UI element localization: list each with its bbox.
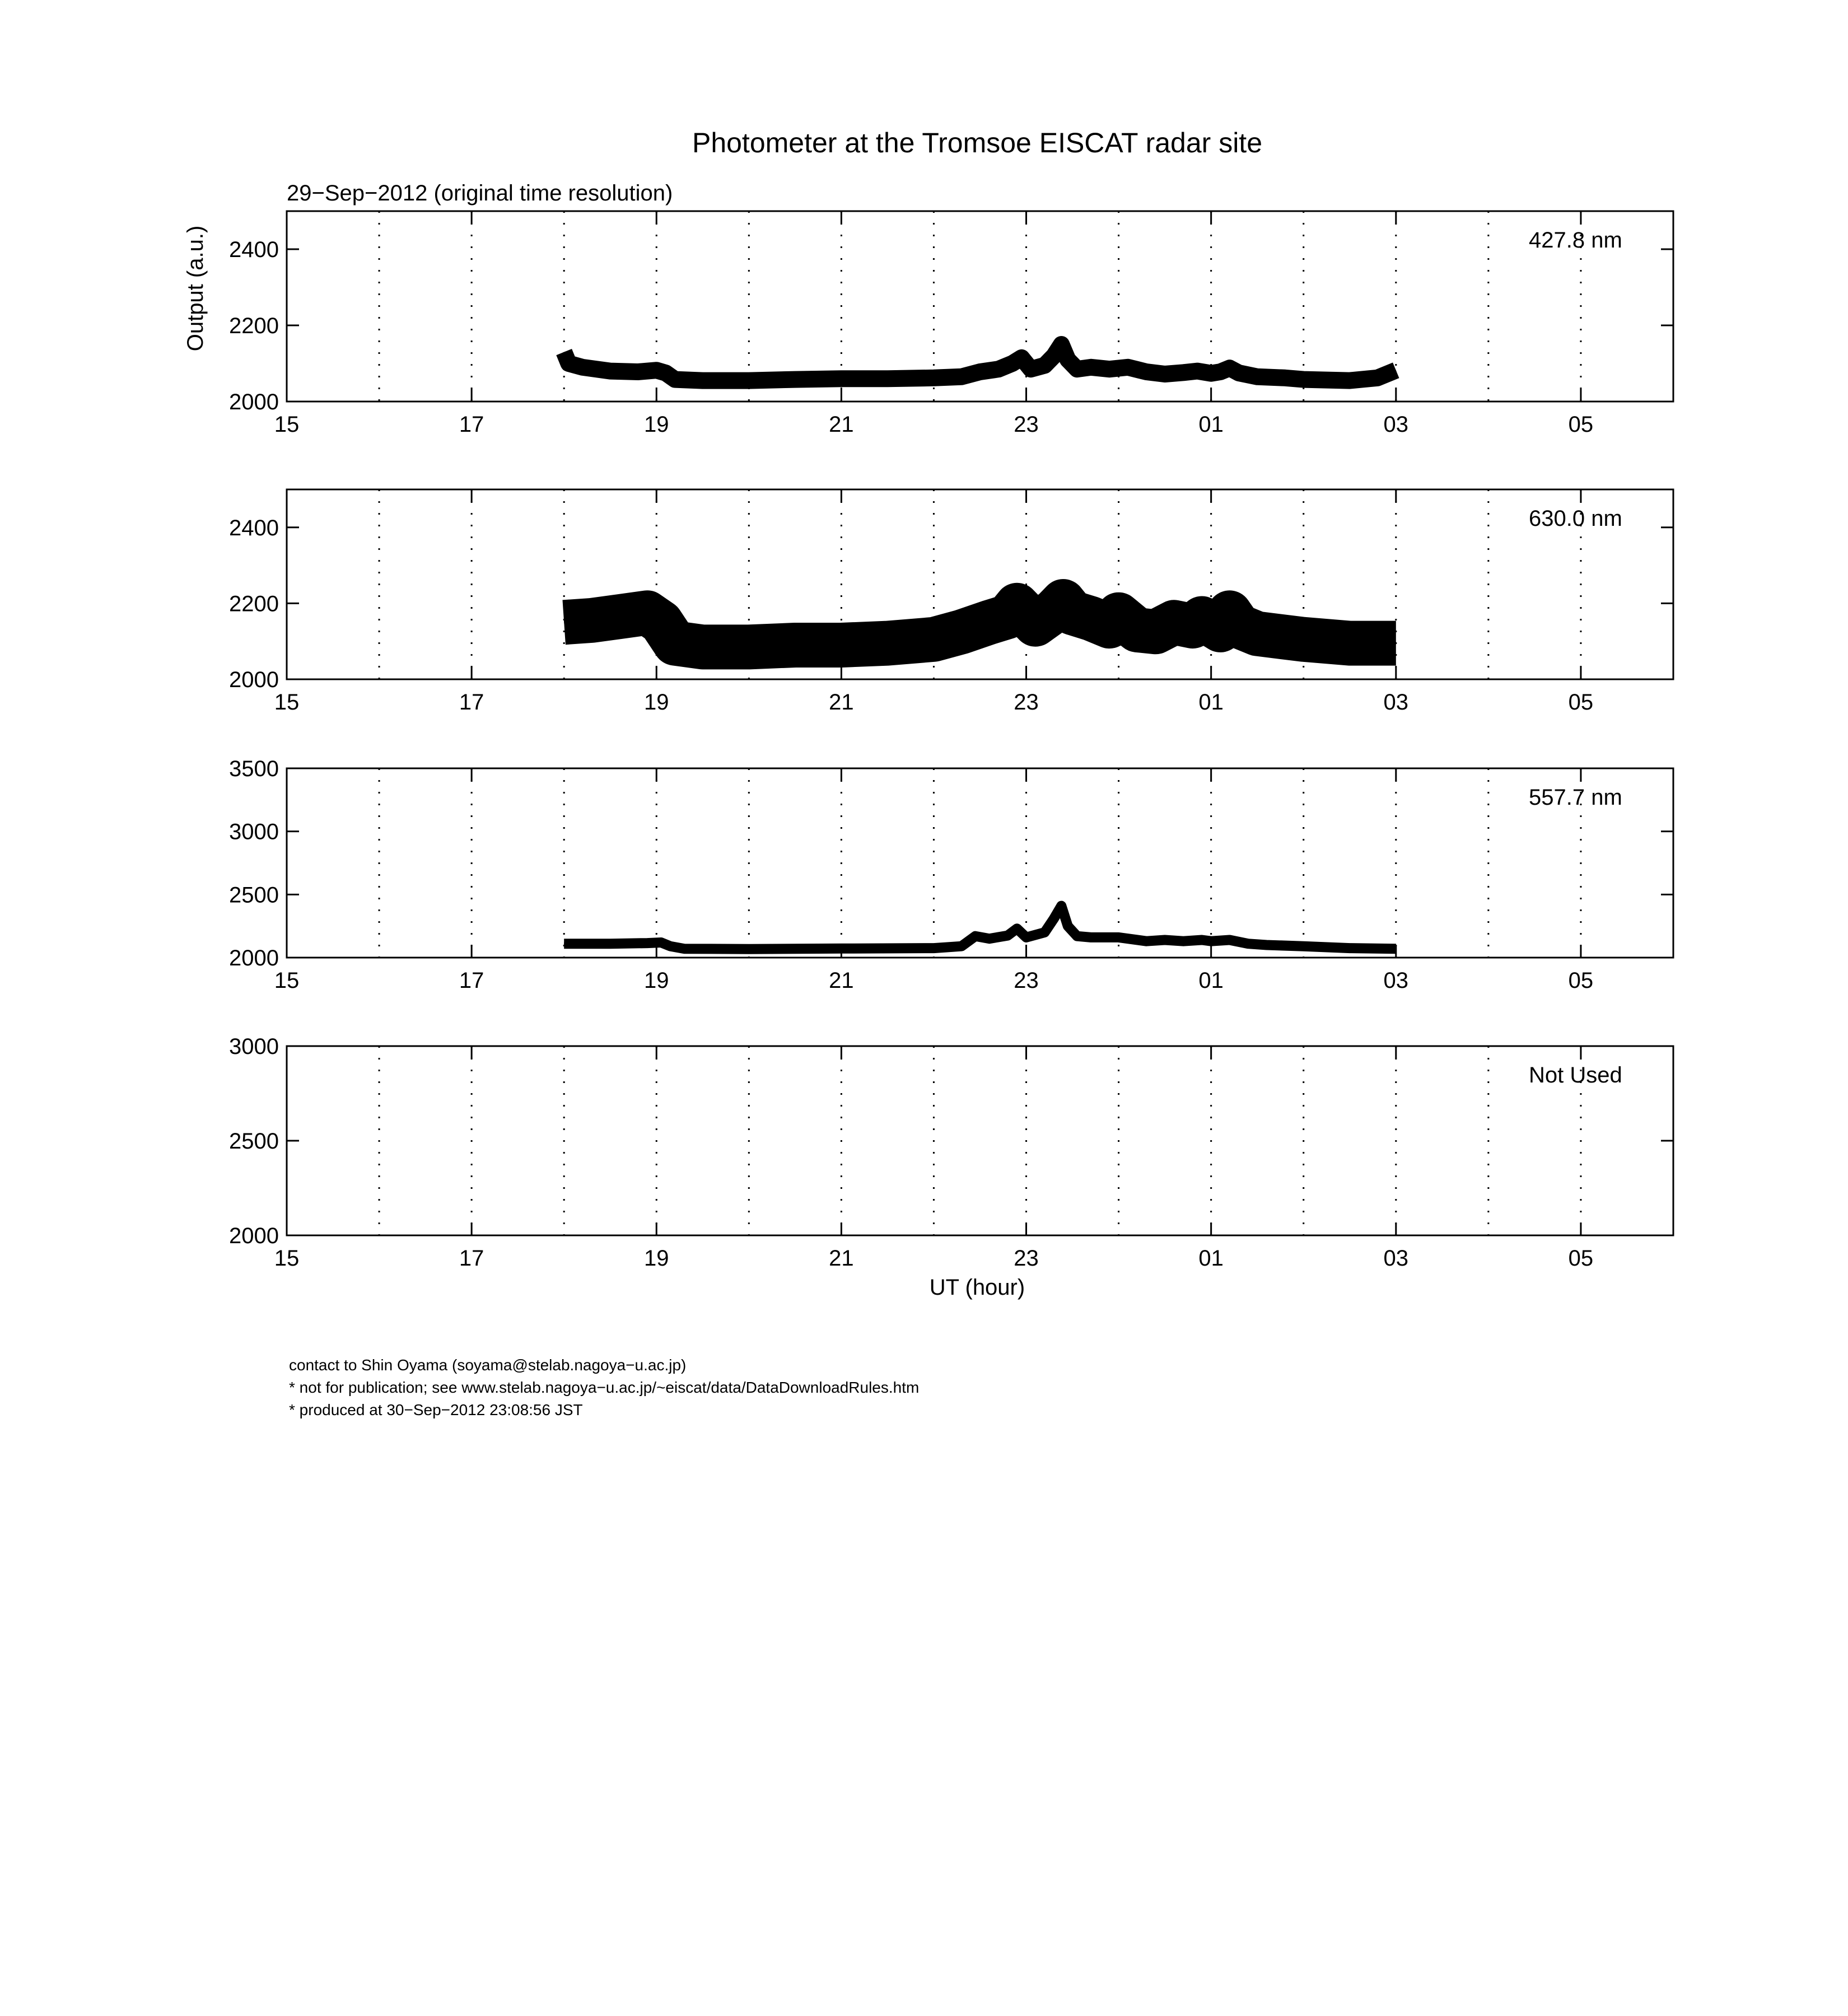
y-tick-label: 2000 [229, 390, 279, 414]
x-tick-label: 15 [274, 968, 300, 993]
channel-label: 630.0 nm [1529, 506, 1622, 531]
footer-produced: * produced at 30−Sep−2012 23:08:56 JST [289, 1401, 583, 1418]
x-tick-label: 15 [274, 412, 300, 437]
x-tick-label: 03 [1383, 1246, 1409, 1271]
channel-label: Not Used [1529, 1063, 1622, 1088]
figure-title: Photometer at the Tromsoe EISCAT radar site [692, 127, 1263, 158]
x-tick-label: 21 [829, 968, 854, 993]
x-tick-label: 05 [1568, 1246, 1594, 1271]
channel-label: 557.7 nm [1529, 785, 1622, 810]
x-tick-label: 15 [274, 1246, 300, 1271]
x-tick-label: 05 [1568, 968, 1594, 993]
y-tick-label: 3000 [229, 819, 279, 844]
x-tick-label: 23 [1014, 968, 1039, 993]
x-tick-label: 01 [1198, 690, 1224, 715]
x-tick-label: 05 [1568, 412, 1594, 437]
y-tick-label: 2000 [229, 1224, 279, 1248]
y-tick-label: 2000 [229, 668, 279, 692]
y-tick-label: 3500 [229, 757, 279, 781]
x-tick-label: 23 [1014, 690, 1039, 715]
x-tick-label: 19 [644, 412, 669, 437]
axes-frame [287, 1046, 1673, 1235]
axes-frame [287, 489, 1673, 679]
y-tick-label: 2000 [229, 946, 279, 970]
x-axis-label: UT (hour) [929, 1275, 1025, 1300]
x-tick-label: 19 [644, 690, 669, 715]
x-tick-label: 05 [1568, 690, 1594, 715]
y-tick-label: 3000 [229, 1034, 279, 1059]
x-tick-label: 03 [1383, 412, 1409, 437]
y-axis-label: Output (a.u.) [183, 225, 208, 352]
y-tick-label: 2500 [229, 883, 279, 908]
x-tick-label: 23 [1014, 412, 1039, 437]
x-tick-label: 01 [1198, 968, 1224, 993]
x-tick-label: 17 [459, 968, 484, 993]
footer [289, 1354, 919, 1421]
x-tick-label: 17 [459, 412, 484, 437]
x-tick-label: 03 [1383, 690, 1409, 715]
y-tick-label: 2500 [229, 1129, 279, 1154]
x-tick-label: 21 [829, 412, 854, 437]
x-tick-label: 21 [829, 1246, 854, 1271]
panels [229, 211, 1673, 1271]
x-tick-label: 19 [644, 968, 669, 993]
panel-1 [229, 211, 1673, 437]
channel-label: 427.8 nm [1529, 228, 1622, 253]
axes-frame [287, 768, 1673, 958]
y-tick-label: 2200 [229, 314, 279, 338]
panel-2 [229, 489, 1673, 715]
footer-contact: contact to Shin Oyama (soyama@stelab.nagoya−u.ac.jp) [289, 1356, 687, 1374]
panel-3 [229, 757, 1673, 993]
x-tick-label: 23 [1014, 1246, 1039, 1271]
footer-note: * not for publication; see www.stelab.nagoya−u.ac.jp/~eiscat/data/DataDownloadRules.htm [289, 1379, 920, 1396]
series-band [564, 344, 1396, 381]
x-tick-label: 01 [1198, 1246, 1224, 1271]
x-tick-label: 17 [459, 690, 484, 715]
y-tick-label: 2400 [229, 515, 279, 540]
panel-4 [229, 1034, 1673, 1271]
x-tick-label: 21 [829, 690, 854, 715]
x-tick-label: 03 [1383, 968, 1409, 993]
x-tick-label: 19 [644, 1246, 669, 1271]
figure-subtitle: 29−Sep−2012 (original time resolution) [287, 181, 673, 206]
y-tick-label: 2200 [229, 591, 279, 617]
x-tick-label: 15 [274, 690, 300, 715]
y-tick-label: 2400 [229, 237, 279, 262]
series-band [564, 906, 1396, 949]
x-tick-label: 01 [1198, 412, 1224, 437]
x-tick-label: 17 [459, 1246, 484, 1271]
